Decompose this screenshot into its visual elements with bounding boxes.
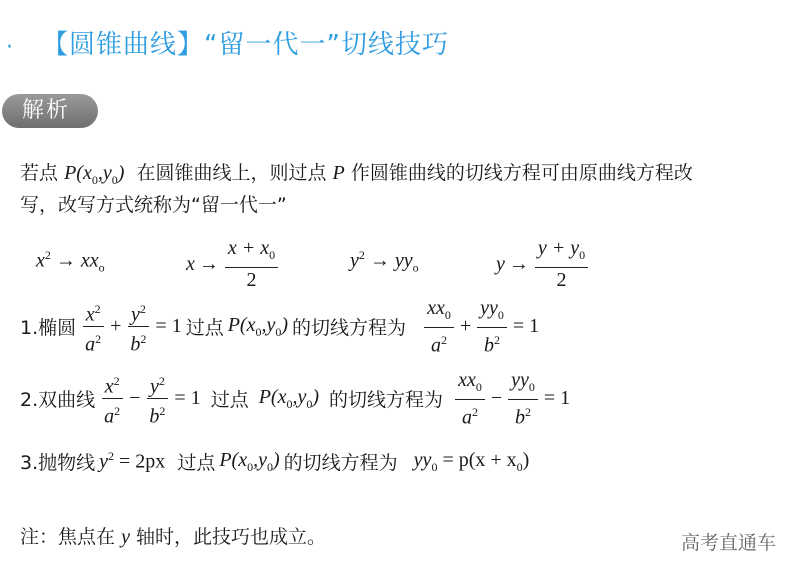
ellipse-tangent: $\frac{xx_0}{a^2}$ + $\frac{yy_0}{b^2}$ = 1 xyxy=(422,296,539,358)
rule-y2: $y^2 \to yy_o$ xyxy=(350,248,419,275)
rule-y-frac: $\frac{y + y_0}{2}$ xyxy=(535,236,588,292)
item-ellipse: 1.椭圆 $\frac{x^2}{a^2}$ + $\frac{y^2}{b^2}$ = 1 过点 $P(x_0,y_0)$ 的切线方程为 $\frac{xx_0}{a^2}$ + $\frac{yy_0}{b^2}$ = 1 xyxy=(20,297,540,357)
watermark: 高考直通车 xyxy=(680,532,776,554)
page-title: 【圆锥曲线】“留一代一”切线技巧 xyxy=(42,30,449,60)
rule-y: y → $\frac{y + y_0}{2}$ xyxy=(496,236,590,292)
rule-x: x → $\frac{x + x_0}{2}$ xyxy=(186,236,280,292)
intro-line-1 xyxy=(20,158,693,188)
intro-pre: 若点 xyxy=(20,162,59,184)
analysis-badge: 解析 xyxy=(2,94,98,128)
intro-point: $P(x_0,y_0)$ xyxy=(64,162,125,187)
intro-P: P xyxy=(332,162,345,184)
title-bullet: · xyxy=(6,35,13,60)
intro-tail: 作圆锥曲线的切线方程可由原曲线方程改 xyxy=(350,162,693,184)
intro-rest: 在圆锥曲线上，则过点 xyxy=(136,162,327,184)
hyperbola-equation: $\frac{x^2}{a^2}$ − $\frac{y^2}{b^2}$ = 1 xyxy=(99,369,201,429)
ellipse-equation: $\frac{x^2}{a^2}$ + $\frac{y^2}{b^2}$ = 1 xyxy=(80,297,182,357)
parabola-tangent: $yy_0 = p(x + x_0)$ xyxy=(413,448,530,474)
parabola-equation: $y^2 = 2px$ xyxy=(99,449,166,473)
rule-x-frac: $\frac{x + x_0}{2}$ xyxy=(225,236,278,292)
note: 注：焦点在 y 轴时，此技巧也成立。 xyxy=(20,526,327,548)
intro-line-2: 写，改写方式统称为“留一代一” xyxy=(20,194,287,216)
rule-x2: $x^2 \to xx_o$ xyxy=(36,248,105,275)
item-parabola: 3.抛物线 $y^2 = 2px$ 过点 $P(x_0,y_0)$ 的切线方程为 $yy_0 = p(x + x_0)$ xyxy=(20,448,530,474)
item-hyperbola: 2.双曲线 $\frac{x^2}{a^2}$ − $\frac{y^2}{b^2}$ = 1 过点 $P(x_0,y_0)$ 的切线方程为 $\frac{xx_0}{a^2}$ − $\frac{yy_0}{b^2}$ = 1 xyxy=(20,369,571,429)
hyperbola-tangent: $\frac{xx_0}{a^2}$ − $\frac{yy_0}{b^2}$ = 1 xyxy=(453,368,570,430)
